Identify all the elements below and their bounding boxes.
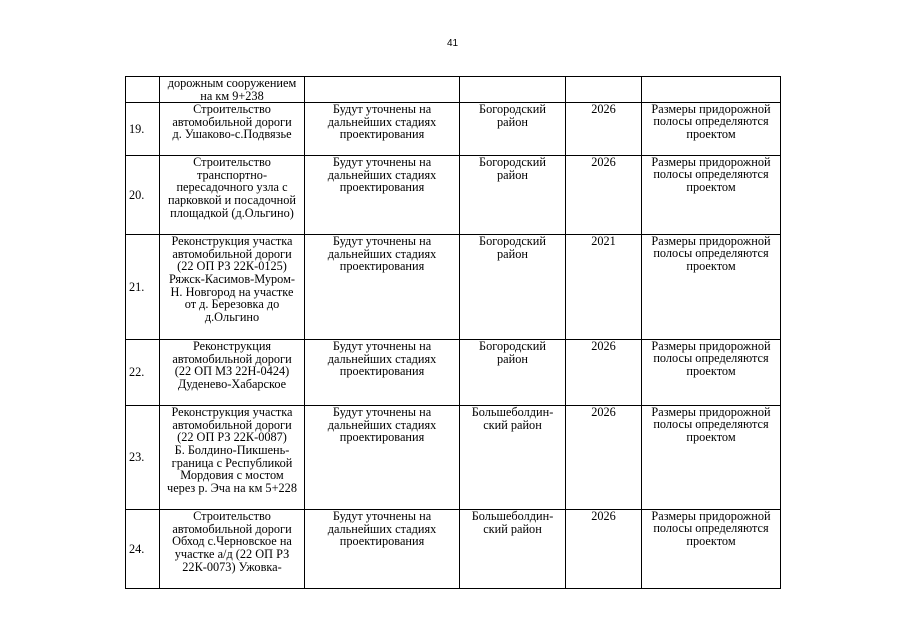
district-cell <box>460 103 566 156</box>
object-name-line: через р. Эча на км 5+228 <box>167 480 297 495</box>
parameters-line: Будут уточнены на <box>332 102 432 117</box>
parameters-line: дальнейших стадиях <box>327 417 437 432</box>
note-line: Размеры придорожной <box>651 509 771 524</box>
district-line: Большеболдин- <box>471 509 554 524</box>
object-name-line: на км 9+238 <box>200 88 264 103</box>
object-name-line: автомобильной дороги <box>172 417 292 432</box>
object-name-line: (22 ОП РЗ 22К-0087) <box>177 430 287 445</box>
year-cell: 2026 <box>566 510 642 589</box>
object-name-cell <box>160 235 305 340</box>
parameters-line: Будут уточнены на <box>332 509 432 524</box>
district-cell <box>460 77 566 103</box>
table-row <box>126 406 781 510</box>
year-cell: 2026 <box>566 340 642 406</box>
table-row <box>126 156 781 235</box>
row-number-cell: 22. <box>126 340 160 406</box>
note-line: полосы определяются <box>653 351 769 366</box>
object-name-line: Реконструкция участка <box>171 405 293 420</box>
note-line: проектом <box>686 533 736 548</box>
district-cell <box>460 340 566 406</box>
district-line: район <box>497 351 528 366</box>
parameters-cell <box>305 77 460 103</box>
note-cell <box>642 340 781 406</box>
object-name-line: Обход с.Черновское на <box>172 534 292 549</box>
parameters-cell <box>305 510 460 589</box>
district-cell <box>460 235 566 340</box>
object-name-line: Дуденево-Хабарское <box>177 376 287 391</box>
object-name-line: Строительство <box>193 509 271 524</box>
district-line: район <box>497 246 528 261</box>
district-line: Богородский <box>479 339 546 354</box>
parameters-line: проектирования <box>339 364 425 379</box>
object-name-cell <box>160 406 305 510</box>
note-line: Размеры придорожной <box>651 405 771 420</box>
note-cell <box>642 510 781 589</box>
district-line: ский район <box>483 417 542 432</box>
object-name-line: автомобильной дороги <box>172 351 292 366</box>
district-line: район <box>497 114 528 129</box>
table-row <box>126 103 781 156</box>
parameters-line: Будут уточнены на <box>332 234 432 249</box>
district-line: Богородский <box>479 155 546 170</box>
parameters-line: дальнейших стадиях <box>327 246 437 261</box>
row-number-cell: 20. <box>126 156 160 235</box>
note-line: полосы определяются <box>653 246 769 261</box>
object-name-line: от д. Березовка до <box>184 297 280 312</box>
object-name-line: Б. Болдино-Пикшень- <box>174 442 290 457</box>
note-line: полосы определяются <box>653 521 769 536</box>
year-cell: 2026 <box>566 103 642 156</box>
district-cell <box>460 510 566 589</box>
year-cell: 2026 <box>566 156 642 235</box>
district-line: Большеболдин- <box>471 405 554 420</box>
object-name-line: Н. Новгород на участке <box>170 284 294 299</box>
parameters-line: Будут уточнены на <box>332 405 432 420</box>
note-line: Размеры придорожной <box>651 339 771 354</box>
parameters-line: проектирования <box>339 534 425 549</box>
object-name-line: площадкой (д.Ольгино) <box>170 205 294 220</box>
object-name-line: парковкой и посадочной <box>168 192 296 207</box>
note-line: проектом <box>686 126 736 141</box>
table-row <box>126 510 781 589</box>
object-name-line: транспортно- <box>196 167 268 182</box>
note-line: проектом <box>686 363 736 378</box>
parameters-line: проектирования <box>339 127 425 142</box>
object-name-line: 22К-0073) Ужовка- <box>182 559 282 574</box>
note-cell <box>642 77 781 103</box>
note-cell <box>642 235 781 340</box>
continuation-row <box>126 77 781 103</box>
parameters-cell <box>305 340 460 406</box>
year-cell <box>566 77 642 103</box>
parameters-line: проектирования <box>339 430 425 445</box>
row-number-cell: 19. <box>126 103 160 156</box>
parameters-line: дальнейших стадиях <box>327 521 437 536</box>
object-name-line: автомобильной дороги <box>172 246 292 261</box>
note-line: Размеры придорожной <box>651 155 771 170</box>
parameters-line: дальнейших стадиях <box>327 351 437 366</box>
parameters-line: проектирования <box>339 180 425 195</box>
page-number: 41 <box>446 38 459 49</box>
parameters-line: дальнейших стадиях <box>327 114 437 129</box>
parameters-line: Будут уточнены на <box>332 155 432 170</box>
district-cell <box>460 156 566 235</box>
note-cell <box>642 103 781 156</box>
note-cell <box>642 156 781 235</box>
object-name-line: д. Ушаково-с.Подвязье <box>172 127 292 142</box>
district-line: ский район <box>483 521 542 536</box>
object-name-line: Реконструкция участка <box>171 234 293 249</box>
object-name-line: д.Ольгино <box>204 309 260 324</box>
parameters-cell <box>305 156 460 235</box>
object-name-line: участке а/д (22 ОП РЗ <box>174 546 290 561</box>
parameters-cell <box>305 103 460 156</box>
object-name-line: Строительство <box>193 155 271 170</box>
note-line: проектом <box>686 179 736 194</box>
parameters-line: дальнейших стадиях <box>327 167 437 182</box>
note-line: Размеры придорожной <box>651 102 771 117</box>
note-line: Размеры придорожной <box>651 234 771 249</box>
object-name-cell <box>160 510 305 589</box>
object-name-cell <box>160 77 305 103</box>
object-name-line: Мордовия с мостом <box>180 468 284 483</box>
note-line: полосы определяются <box>653 417 769 432</box>
table-row <box>126 340 781 406</box>
object-name-line: дорожным сооружением <box>167 76 297 90</box>
object-name-line: Ряжск-Касимов-Муром- <box>169 271 295 286</box>
note-cell <box>642 406 781 510</box>
object-name-cell <box>160 156 305 235</box>
row-number-cell: 21. <box>126 235 160 340</box>
object-name-line: Строительство <box>193 102 271 117</box>
note-line: проектом <box>686 429 736 444</box>
object-name-line: (22 ОП МЗ 22Н-0424) <box>174 364 290 379</box>
year-cell: 2026 <box>566 406 642 510</box>
row-number-cell: 24. <box>126 510 160 589</box>
district-line: Богородский <box>479 234 546 249</box>
road-projects-table <box>125 76 781 589</box>
note-line: полосы определяются <box>653 167 769 182</box>
note-line: полосы определяются <box>653 114 769 129</box>
parameters-line: Будут уточнены на <box>332 339 432 354</box>
object-name-cell <box>160 103 305 156</box>
year-cell: 2021 <box>566 235 642 340</box>
row-number-cell <box>126 77 160 103</box>
row-number-cell: 23. <box>126 406 160 510</box>
object-name-line: граница с Республикой <box>171 455 293 470</box>
object-name-cell <box>160 340 305 406</box>
object-name-line: пересадочного узла с <box>176 180 288 195</box>
district-cell <box>460 406 566 510</box>
object-name-line: автомобильной дороги <box>172 521 292 536</box>
object-name-line: (22 ОП РЗ 22К-0125) <box>177 259 287 274</box>
district-line: район <box>497 167 528 182</box>
district-line: Богородский <box>479 102 546 117</box>
parameters-cell <box>305 235 460 340</box>
table-row <box>126 235 781 340</box>
note-line: проектом <box>686 258 736 273</box>
object-name-line: Реконструкция <box>192 339 272 354</box>
parameters-cell <box>305 406 460 510</box>
object-name-line: автомобильной дороги <box>172 114 292 129</box>
parameters-line: проектирования <box>339 259 425 274</box>
